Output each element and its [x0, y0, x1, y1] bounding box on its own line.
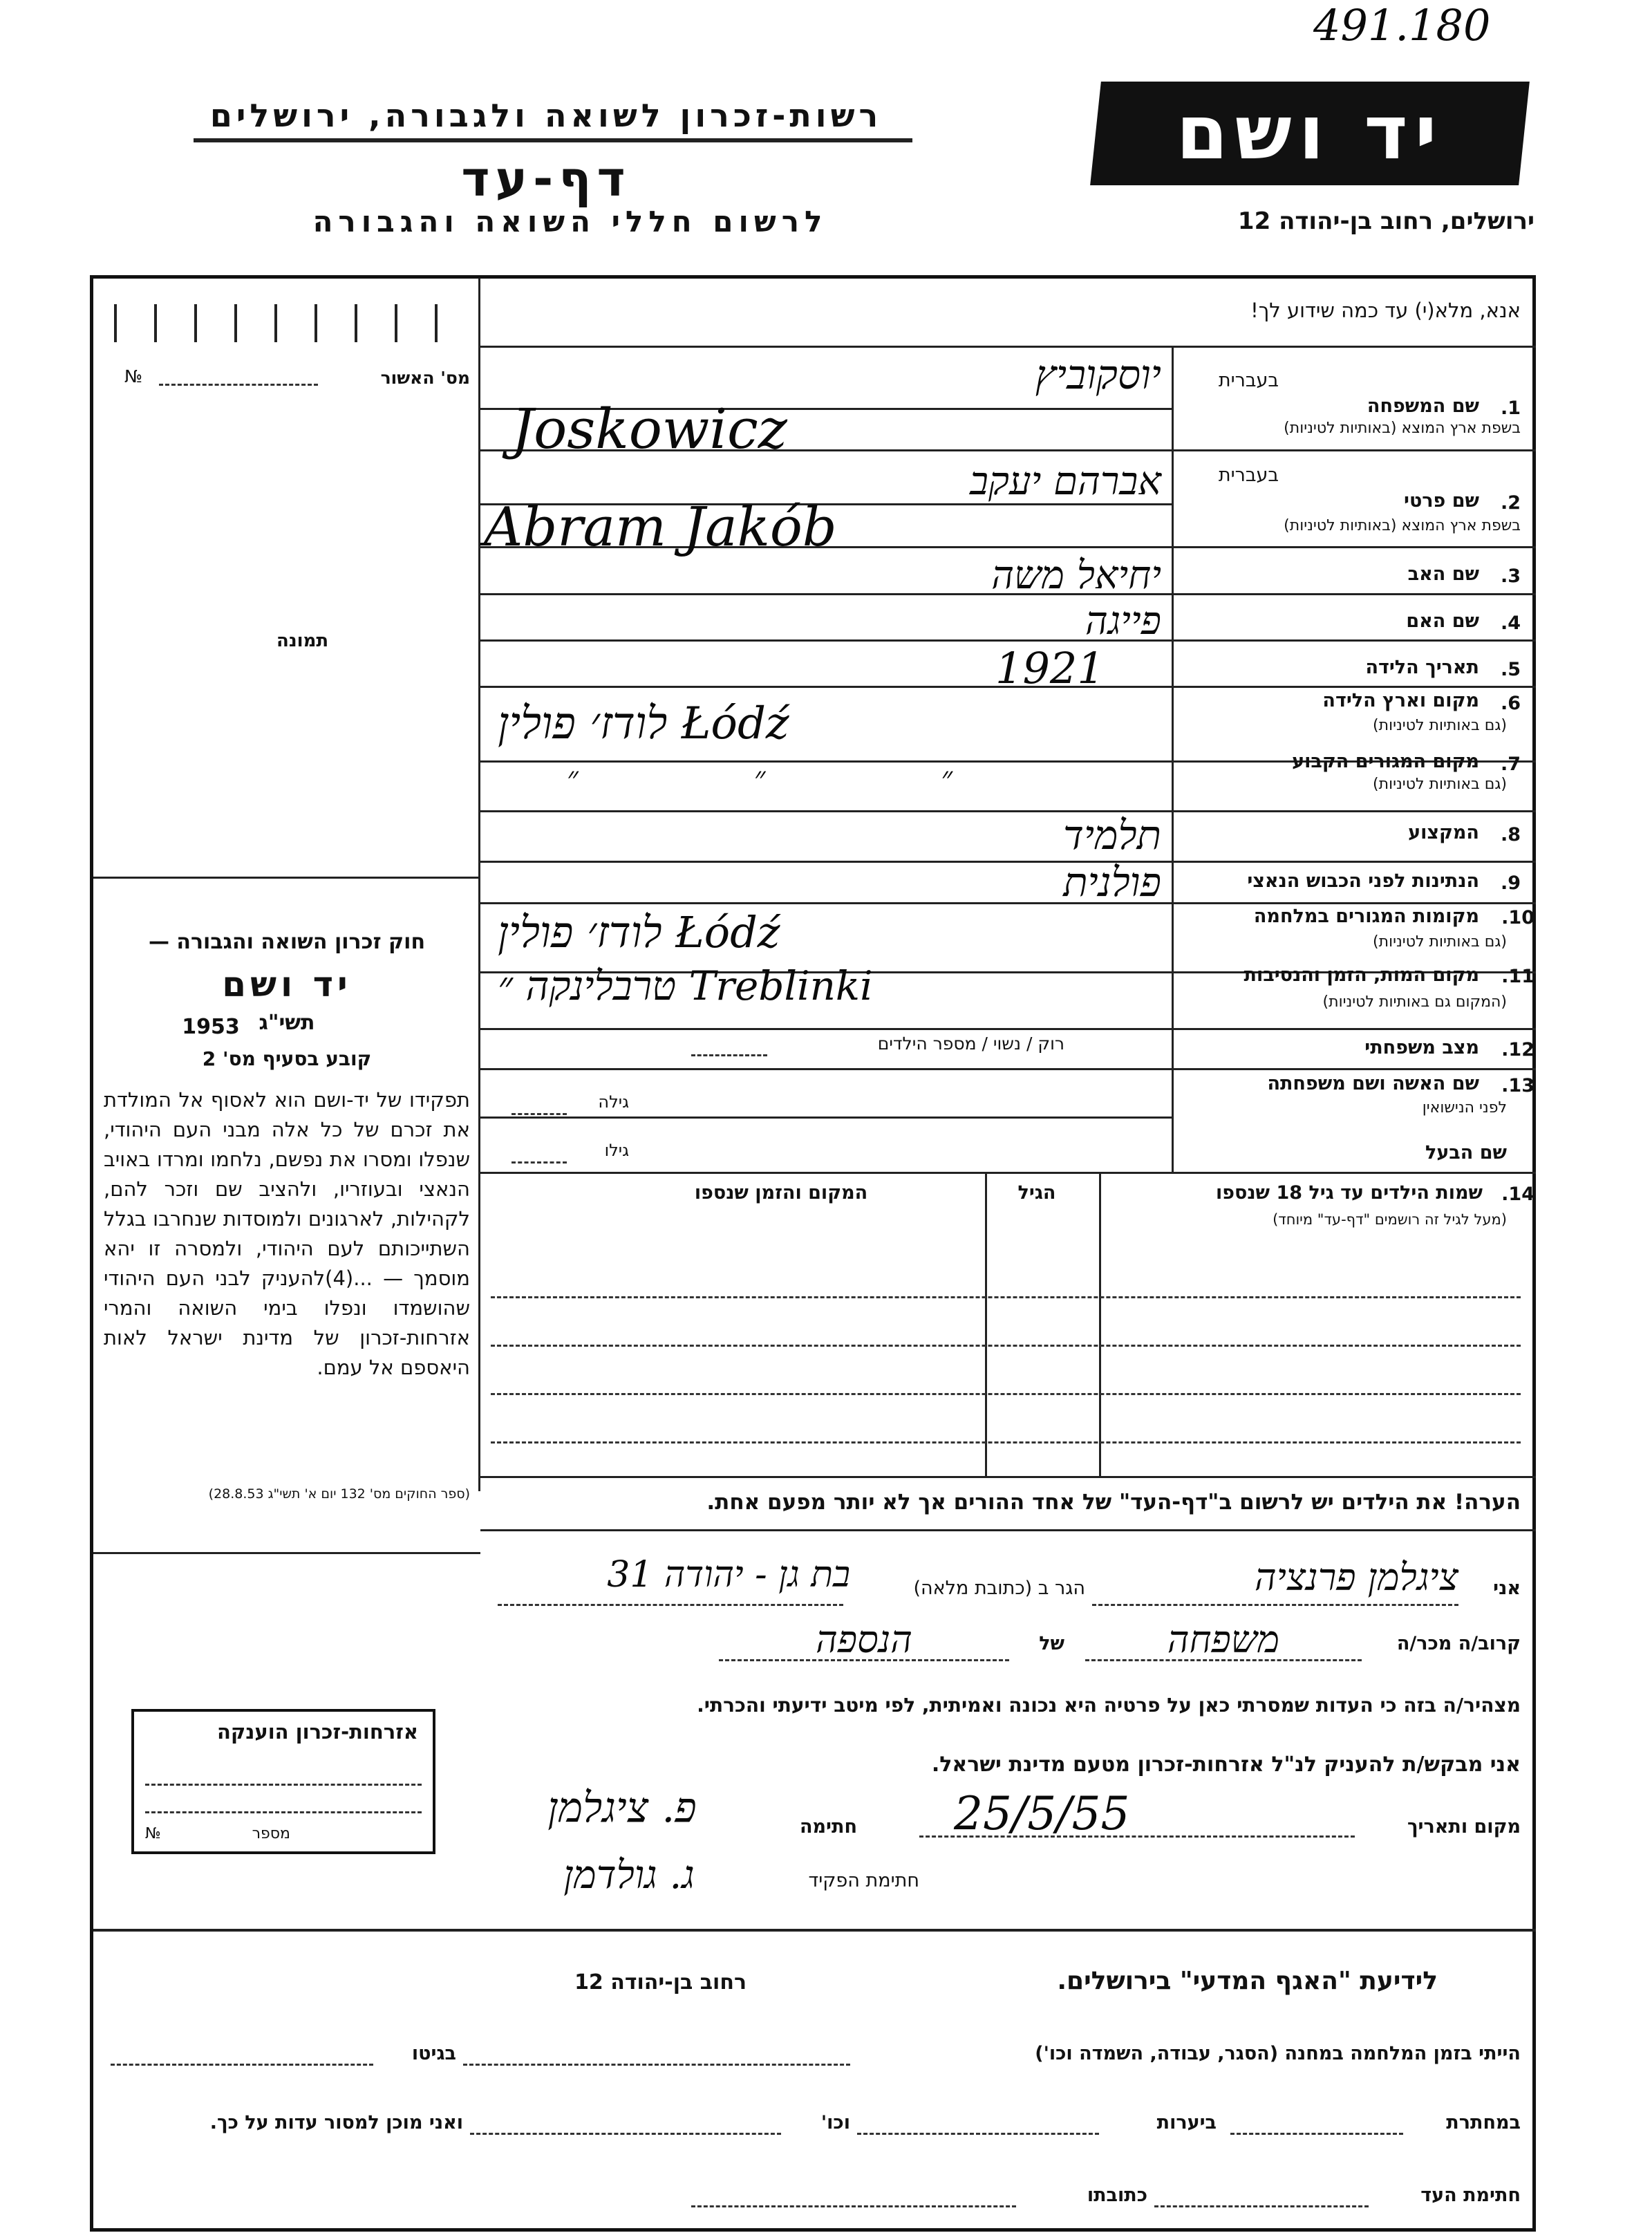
declarant-signature: פ. ציגלמן [547, 1784, 697, 1832]
field-5-title: תאריך הלידה [1365, 657, 1479, 678]
nationality: פולנית [1063, 859, 1161, 906]
logo-text: יד ושם [1176, 90, 1444, 176]
field-1-sub: בשפת ארץ המוצא (באותיות לטיניות) [1284, 420, 1521, 437]
left-panel-divider [478, 278, 480, 1491]
field-9-title: הנתינות לפני הכבוש הנאצי [1247, 870, 1479, 892]
declarant-name-line [1092, 1604, 1458, 1606]
field-9-num: 9. [1500, 872, 1521, 894]
authority-title: רשות-זכרון לשואה ולגבורה, ירושלים [209, 97, 883, 134]
form-title: דף-עד [461, 151, 631, 207]
field-3-num: 3. [1500, 566, 1521, 587]
approval-line [159, 384, 318, 386]
field-11-title: מקום המות, הזמן והנסיבות [1243, 964, 1479, 986]
approval-label: מס' האשור [380, 368, 470, 388]
declarant-address: בת גן - יהודה 31 [607, 1554, 850, 1596]
relation-value: משפחה [1167, 1618, 1280, 1661]
bottom-line1-a: הייתי בזמן המלחמה במחנה (הסגר, עבודה, השמדה וכו') [1035, 2043, 1521, 2064]
mother-name: פייגה [1085, 599, 1161, 644]
field-4-num: 4. [1500, 613, 1521, 634]
marital-status: רוק / נשוי / מספר הילדים [877, 1034, 1064, 1054]
children-col-divider [985, 1173, 987, 1476]
field-13-num: 13. [1501, 1075, 1534, 1096]
of-line [719, 1659, 1009, 1661]
children-bottom [480, 1476, 1536, 1478]
bottom-section-rule [93, 1929, 1536, 1932]
bottom-line3-a: חתימת העד [1420, 2185, 1521, 2206]
form-subtitle: לרשום חללי השואה והגבורה [312, 205, 828, 239]
field-6-sub: (גם באותיות לטיניות) [1373, 717, 1507, 734]
bottom-address: רחוב בן-יהודה 12 [574, 1970, 747, 1994]
law-box-bottom [93, 1552, 480, 1554]
field-13-sub: לפני הנישואין [1422, 1099, 1507, 1116]
bottom-line2-c: וכו' [820, 2112, 850, 2133]
children-note: (מעל לגיל זה רושמים "דף-עד" מיוחד) [1273, 1211, 1507, 1228]
row-rule [480, 1028, 1536, 1030]
approval-ticks [114, 304, 453, 342]
bottom-line1-blank [463, 2064, 850, 2066]
citizenship-no: № [145, 1825, 161, 1842]
children-row-line [491, 1345, 1521, 1347]
field-2-sub: בשפת ארץ המוצא (באותיות לטיניות) [1284, 517, 1521, 534]
bottom-line2-blank [1230, 2133, 1403, 2135]
residence: ״ ״ ״ [567, 760, 1036, 796]
birthplace: לודז׳ פולין Łódź [498, 698, 789, 749]
field-2-num: 2. [1500, 492, 1521, 514]
citizenship-line [145, 1811, 422, 1813]
sign-label: חתימה [799, 1816, 857, 1838]
authority-underline [194, 138, 912, 142]
date-line [919, 1835, 1355, 1838]
declarant-i: אני [1493, 1578, 1521, 1599]
approval-no: № [124, 366, 143, 386]
field-11-sub: (המקום גם באותיות לטיניות) [1322, 993, 1507, 1011]
firstname-hebrew: אברהם יעקב [970, 459, 1161, 504]
profession: תלמיד [1062, 812, 1161, 859]
field-13-title: שם האשה ושם משפחתה [1267, 1073, 1479, 1094]
bottom-line3-b: כתובתו [1087, 2185, 1147, 2206]
remark: הערה! את הילדים יש לרשום ב"דף-העד" של אחד ההורים אך לא יותר מפעם אחת. [706, 1490, 1521, 1515]
archive-number: 491.180 [1313, 0, 1491, 50]
field-8-title: המקצוע [1408, 822, 1479, 843]
place-date-label: מקום ותאריך [1407, 1816, 1521, 1838]
field-12-title: מצב משפחתי [1364, 1037, 1479, 1058]
children-row-line [491, 1296, 1521, 1298]
field-3-title: שם האב [1407, 563, 1479, 585]
husband-age-label: גילו [604, 1141, 629, 1160]
birth-year: 1921 [995, 643, 1105, 693]
children-title: שמות הילדים עד גיל 18 שנספו [1215, 1182, 1483, 1204]
declarant-address-line [498, 1604, 843, 1606]
field-1-num: 1. [1500, 398, 1521, 419]
firstname-latin: Abram Jakób [484, 496, 837, 559]
field-7-num: 7. [1500, 754, 1521, 775]
bottom-line2-blank2 [857, 2133, 1099, 2135]
field-10-sub: (גם באותיות לטיניות) [1373, 933, 1507, 951]
declarant-address-label: הגר ב (כתובת מלאה) [913, 1578, 1085, 1599]
row-rule [480, 1116, 1172, 1119]
intro-text: אנא, מלא(י) עד כמה שידוע לך! [1250, 299, 1521, 322]
field-4-title: שם האם [1406, 610, 1479, 632]
death-place: טרבלינקה ״ Treblinki [498, 962, 873, 1009]
field-1-tag: בעברית [1218, 370, 1279, 391]
remark-rule [480, 1529, 1536, 1531]
field-5-num: 5. [1500, 659, 1521, 680]
citizenship-num-label: מספר [252, 1825, 290, 1842]
bottom-line2-a: במחתרת [1446, 2112, 1521, 2133]
bottom-line3-blank2 [691, 2205, 1016, 2207]
wife-age-label: גילה [598, 1092, 629, 1112]
law-name: יד ושם [222, 964, 352, 1005]
bottom-line1-blank2 [111, 2064, 373, 2066]
field-2-title: שם פרטי [1404, 490, 1479, 512]
field-12-num: 12. [1501, 1039, 1534, 1061]
row-rule [480, 1172, 1536, 1174]
law-source: (ספר החוקים מס' 132 יום א' תשי"ג 28.8.53) [208, 1486, 470, 1502]
surname-latin: Joskowicz [511, 397, 787, 461]
children-col-divider [1099, 1173, 1101, 1476]
law-year-he: תשי"ג [259, 1011, 315, 1035]
wife-age-line [511, 1113, 567, 1115]
law-clause: קובע בסעיף מס' 2 [202, 1047, 372, 1070]
wartime-residence: לודז׳ פולין Łódź [498, 907, 780, 957]
field-10-num: 10. [1501, 907, 1534, 928]
official-sign-label: חתימת הפקיד [808, 1870, 919, 1891]
relation-line [1085, 1659, 1362, 1661]
declaration-1: מצהיר/ה בזה כי העדות שמסרתי כאן על פרטיה היא נכונה ואמיתית, לפי מיטב ידיעתי והכרתי. [697, 1694, 1521, 1717]
relation-label: קרוב/ה מכר/ה [1396, 1633, 1521, 1654]
field-1-title: שם המשפחה [1367, 395, 1479, 417]
date-value: 25/5/55 [954, 1787, 1130, 1840]
header-address: ירושלים, רחוב בן-יהודה 12 [1237, 207, 1534, 235]
declaration-2: אני מבקש/ת להעניק לנ"ל אזרחות-זכרון מטעם מדינת ישראל. [931, 1753, 1521, 1777]
declarant-name: ציגלמן פרנציה [1255, 1555, 1458, 1599]
photo-bottom-rule [93, 877, 479, 879]
father-name: יחיאל משה [991, 553, 1161, 598]
field-6-title: מקום וארץ הלידה [1322, 690, 1479, 711]
of-label: של [1039, 1633, 1064, 1654]
surname-hebrew: יוסקוביץ [1035, 351, 1161, 398]
bottom-line2-blank3 [470, 2133, 781, 2135]
law-heading: חוק זכרון השואה והגבורה — [148, 930, 426, 954]
law-year: 1953 [182, 1015, 240, 1039]
law-text: תפקידו של יד-ושם הוא לאסוף אל המולדת את זכרם של כל אלה מבני העם היהודי, שנפלו ומסרו את נפשם, נלחמו ומרדו באויב הנאצי ובעוזריו, ולהציב שם וזכר להם, לקהילות, לארגונים ולמוסדות שנחרבו בגלל השתייכותם לעם היהודי, ולמסרה זו יהא מוסמך — ...(4)להעניק לבני העם היהודי שהושמדו ונפלו בימי השואה והמרי אזרחות-זכרון של מדינת ישראל לאות היאספם אל עמם. [104, 1088, 470, 1379]
field-11-num: 11. [1501, 966, 1534, 987]
official-signature: ג. גולדמן [563, 1853, 695, 1898]
field-7-title: מקום המגורים הקבוע [1292, 751, 1479, 772]
bottom-line2-d: ואני מוכן למסור עדות על כך. [209, 2112, 463, 2133]
bottom-title: לידיעת "האגף המדעי" בירושלים. [1057, 1967, 1438, 1995]
row-rule [480, 1068, 1536, 1070]
bottom-line1-b: בגיטו [411, 2043, 456, 2064]
children-col-place: המקום והזמן שנספו [694, 1182, 868, 1204]
field-7-sub: (גם באותיות לטיניות) [1373, 776, 1507, 793]
intro-rule [480, 346, 1536, 348]
photo-label: תמונה [276, 630, 329, 651]
of-value: הנספה [816, 1618, 912, 1661]
field-6-num: 6. [1500, 693, 1521, 714]
children-col-age: הגיל [1017, 1182, 1056, 1204]
children-count-line [691, 1054, 767, 1056]
husband-age-line [511, 1161, 567, 1164]
field-8-num: 8. [1500, 824, 1521, 845]
children-num: 14. [1501, 1184, 1534, 1205]
citizenship-title: אזרחות-זכרון הוענקה [216, 1720, 418, 1744]
husband-title: שם הבעל [1425, 1142, 1507, 1164]
children-row-line [491, 1393, 1521, 1395]
field-2-tag: בעברית [1218, 465, 1279, 486]
citizenship-line [145, 1784, 422, 1786]
children-row-line [491, 1441, 1521, 1443]
bottom-line3-blank [1154, 2205, 1369, 2207]
bottom-line2-b: ביערות [1156, 2112, 1217, 2133]
field-10-title: מקומות המגורים במלחמה [1253, 906, 1479, 927]
